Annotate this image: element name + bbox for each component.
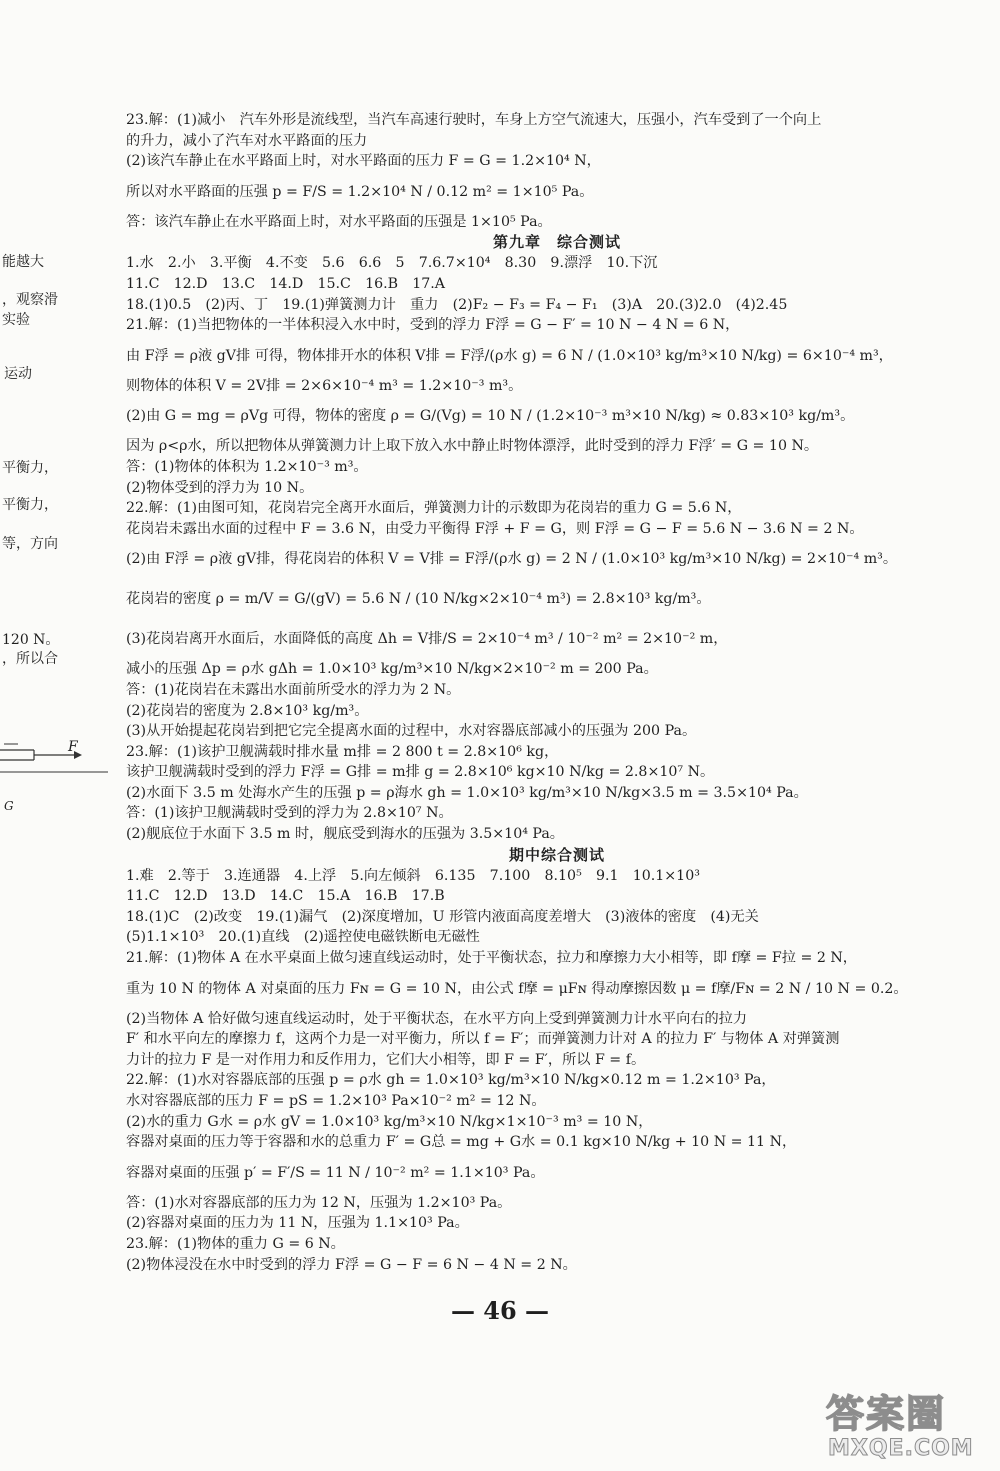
answer-content — [126, 110, 988, 1275]
answer-line: 答：(1)水对容器底部的压力为 12 N，压强为 1.2×10³ Pa。 — [126, 1194, 512, 1211]
fragment-text: ，观察滑 — [2, 292, 58, 308]
fragment-text: 等，方向 — [2, 536, 58, 552]
answer-line: 11.C 12.D 13.D 14.C 15.A 16.B 17.B — [126, 888, 445, 905]
force-diagram-fragment — [0, 726, 108, 778]
fragment-text: ，所以合 — [2, 651, 58, 667]
answer-line: (3)从开始提起花岗岩到把它完全提离水面的过程中，水对容器底部减小的压强为 200 Pa。 — [126, 723, 697, 740]
watermark-site: MXQE.COM — [828, 1436, 974, 1461]
watermark — [824, 1393, 992, 1463]
section-heading: 期中综合测试 — [508, 845, 605, 864]
answer-line: 11.C 12.D 13.C 14.D 15.C 16.B 17.A — [126, 275, 446, 292]
fragment-text: 运动 — [4, 366, 32, 382]
fragment-text: 120 N。 — [2, 632, 60, 648]
answer-line: (3)花岗岩离开水面后，水面降低的高度 Δh = V排/S = 2×10⁻⁴ m³ / 10⁻² m² = 2×10⁻² m， — [126, 631, 728, 648]
answer-line: F′ 和水平向左的摩擦力 f，这两个力是一对平衡力，所以 f = F′；而弹簧测力计对 A 的拉力 F′ 与物体 A 对弹簧测 — [126, 1031, 840, 1048]
answer-line: 的升力，减小了汽车对水平路面的压力 — [126, 132, 368, 149]
section-heading: 第九章 综合测试 — [492, 233, 621, 252]
answer-line: 答：该汽车静止在水平路面上时，对水平路面的压强是 1×10⁵ Pa。 — [126, 213, 552, 230]
answer-line: 重为 10 N 的物体 A 对桌面的压力 Fɴ = G = 10 N，由公式 f摩 = μFɴ 得动摩擦因数 μ = f摩/Fɴ = 2 N / 10 N = 0.2。 — [126, 980, 908, 997]
fragment-text: 平衡力， — [2, 497, 58, 513]
answer-line: 答：(1)该护卫舰满载时受到的浮力为 2.8×10⁷ N。 — [126, 805, 453, 822]
answer-line: (2)由 G = mg = ρVg 可得，物体的密度 ρ = G/(Vg) = 10 N / (1.2×10⁻³ m³×10 N/kg) ≈ 0.83×10³ kg/m³。 — [126, 408, 855, 425]
answer-line: (2)花岗岩的密度为 2.8×10³ kg/m³。 — [126, 702, 369, 719]
left-margin-fragments — [0, 0, 112, 1471]
answer-line: 23.解：(1)减小 汽车外形是流线型，当汽车高速行驶时，车身上方空气流速大，压强小，汽车受到了一个向上 — [126, 112, 822, 128]
fragment-text: 能越大 — [2, 254, 44, 270]
fragment-text: F — [68, 739, 78, 755]
answer-line: 1.难 2.等于 3.连通器 4.上浮 5.向左倾斜 6.135 7.100 8.10⁵ 9.1 10.1×10³ — [126, 867, 700, 884]
answer-line: (2)当物体 A 恰好做匀速直线运动时，处于平衡状态，在水平方向上受到弹簧测力计水平向右的拉力 — [126, 1010, 748, 1027]
answer-line: (2)舰底位于水面下 3.5 m 时，舰底受到海水的压强为 3.5×10⁴ Pa。 — [126, 826, 564, 843]
answer-line: 22.解：(1)由图可知，花岗岩完全离开水面后，弹簧测力计的示数即为花岗岩的重力 G = 5.6 N， — [126, 500, 742, 517]
answer-line: 21.解：(1)物体 A 在水平桌面上做匀速直线运动时，处于平衡状态，拉力和摩擦力大小相等，即 f摩 = F拉 = 2 N， — [126, 950, 857, 967]
answer-line: 23.解：(1)该护卫舰满载时排水量 m排 = 2 800 t = 2.8×10⁶ kg， — [126, 743, 559, 760]
answer-line: 18.(1)0.5 (2)丙、丁 19.(1)弹簧测力计 重力 (2)F₂ − F₃ = F₄ − F₁ (3)A 20.(3)2.0 (4)2.45 — [126, 296, 788, 313]
answer-line: (2)由 F浮 = ρ液 gV排，得花岗岩的体积 V = V排 = F浮/(ρ水 g) = 2 N / (1.0×10³ kg/m³×10 N/kg) = 2×10⁻⁴ m³。 — [126, 551, 898, 568]
fragment-text: 平衡力， — [2, 460, 58, 476]
page-number: — 46 — — [450, 1296, 550, 1325]
answer-line: (2)该汽车静止在水平路面上时，对水平路面的压力 F = G = 1.2×10⁴ N， — [126, 153, 601, 170]
answer-line: 18.(1)C (2)改变 19.(1)漏气 (2)深度增加，U 形管内液面高度差增大 (3)液体的密度 (4)无关 — [126, 908, 759, 925]
answer-line: (2)容器对桌面的压力为 11 N，压强为 1.1×10³ Pa。 — [126, 1215, 469, 1232]
answer-line: 因为 ρ<ρ水，所以把物体从弹簧测力计上取下放入水中静止时物体漂浮，此时受到的浮力 F浮′ = G = 10 N。 — [126, 438, 819, 455]
fragment-text: 实验 — [2, 312, 30, 328]
answer-line: (2)物体受到的浮力为 10 N。 — [126, 479, 314, 496]
answer-line: 水对容器底部的压力 F = pS = 1.2×10³ Pa×10⁻² m² = 12 N。 — [126, 1093, 546, 1109]
answer-line: 由 F浮 = ρ液 gV排 可得，物体排开水的体积 V排 = F浮/(ρ水 g) = 6 N / (1.0×10³ kg/m³×10 N/kg) = 6×10⁻⁴ m³， — [126, 347, 893, 364]
answer-line: 答：(1)物体的体积为 1.2×10⁻³ m³。 — [126, 458, 368, 475]
answer-line: (2)水的重力 G水 = ρ水 gV = 1.0×10³ kg/m³×10 N/kg×1×10⁻³ m³ = 10 N， — [126, 1113, 653, 1130]
answer-line: 减小的压强 Δp = ρ水 gΔh = 1.0×10³ kg/m³×10 N/kg×2×10⁻² m = 200 Pa。 — [126, 661, 658, 678]
answer-line: 1.水 2.小 3.平衡 4.不变 5.6 6.6 5 7.6.7×10⁴ 8.30 9.漂浮 10.下沉 — [126, 255, 658, 272]
answer-line: 则物体的体积 V = 2V排 = 2×6×10⁻⁴ m³ = 1.2×10⁻³ m³。 — [126, 377, 523, 394]
answer-line: 力计的拉力 F 是一对作用力和反作用力，它们大小相等，即 F = F′，所以 F = f。 — [126, 1051, 646, 1068]
answer-line: 21.解：(1)当把物体的一半体积浸入水中时，受到的浮力 F浮 = G − F′ = 10 N − 4 N = 6 N， — [126, 317, 740, 334]
answer-line: 23.解：(1)物体的重力 G = 6 N。 — [126, 1235, 345, 1252]
answer-line: (2)水面下 3.5 m 处海水产生的压强 p = ρ海水 gh = 1.0×10³ kg/m³×10 N/kg×3.5 m = 3.5×10⁴ Pa。 — [126, 784, 808, 801]
fragment-text: G — [4, 799, 14, 813]
answer-line: 容器对桌面的压强 p′ = F′/S = 11 N / 10⁻² m² = 1.1×10³ Pa。 — [126, 1164, 545, 1181]
watermark-brand: 答案圈 — [826, 1392, 947, 1436]
answer-line: (2)物体浸没在水中时受到的浮力 F浮 = G − F = 6 N − 4 N = 2 N。 — [126, 1256, 577, 1273]
answer-line: 22.解：(1)水对容器底部的压强 p = ρ水 gh = 1.0×10³ kg/m³×10 N/kg×0.12 m = 1.2×10³ Pa， — [126, 1072, 776, 1089]
answer-line: 该护卫舰满载时受到的浮力 F浮 = G排 = m排 g = 2.8×10⁶ kg×10 N/kg = 2.8×10⁷ N。 — [126, 764, 715, 781]
answer-line: 花岗岩未露出水面的过程中 F = 3.6 N，由受力平衡得 F浮 + F = G，则 F浮 = G − F = 5.6 N − 3.6 N = 2 N。 — [126, 520, 864, 537]
answer-line: 所以对水平路面的压强 p = F/S = 1.2×10⁴ N / 0.12 m² = 1×10⁵ Pa。 — [126, 183, 594, 200]
answer-line: 答：(1)花岗岩在未露出水面前所受水的浮力为 2 N。 — [126, 681, 461, 698]
answer-line: 容器对桌面的压力等于容器和水的总重力 F′ = G总 = mg + G水 = 0.1 kg×10 N/kg + 10 N = 11 N， — [126, 1134, 797, 1151]
answer-line: 花岗岩的密度 ρ = m/V = G/(gV) = 5.6 N / (10 N/kg×2×10⁻⁴ m³) = 2.8×10³ kg/m³。 — [126, 591, 711, 608]
answer-line: (5)1.1×10³ 20.(1)直线 (2)遥控使电磁铁断电无磁性 — [126, 929, 480, 946]
